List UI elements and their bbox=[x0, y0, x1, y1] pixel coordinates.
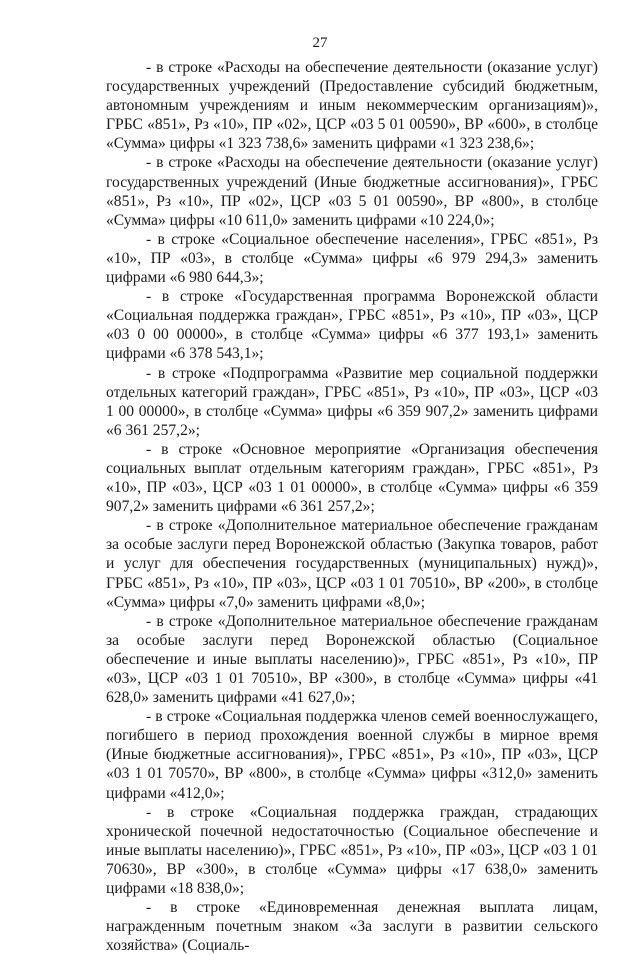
paragraph-additional-support-social: - в строке «Дополнительное материальное обеспечение гражданам за особые заслуги перед Воронежской областью (Социальное обеспечение и иные выплаты населению)», ГРБС «851», Рз «10», ПР «03», ЦСР «03 1 01 70510», ВР «300», в столбце «Сумма» цифры «41 628,0» заменить цифрами «41 627,0»; bbox=[106, 612, 598, 707]
paragraph-state-program: - в строке «Государственная программа Воронежской области «Социальная поддержка граждан», ГРБС «851», Рз «10», ПР «03», ЦСР «03 0 00 00000», в столбце «Сумма» цифры «6 377 193,1» заменить цифрами «6 378 543,1»; bbox=[106, 288, 598, 363]
paragraph-expenses-other-allocations: - в строке «Расходы на обеспечение деятельности (оказание услуг) государственных учреждений (Иные бюджетные ассигнования)», ГРБС «851», Рз «10», ПР «02», ЦСР «03 5 01 00590», ВР «800», в столбце «Сумма» цифры «10 611,0» заменить цифрами «10 224,0»; bbox=[106, 154, 598, 229]
paragraph-subprogram: - в строке «Подпрограмма «Развитие мер социальной поддержки отдельных категорий граждан», ГРБС «851», Рз «10», ПР «03», ЦСР «03 1 00 00000», в столбце «Сумма» цифры «6 359 907,2» заменить цифрами «6 361 257,2»; bbox=[106, 364, 598, 439]
paragraph-additional-support-procurement: - в строке «Дополнительное материальное обеспечение гражданам за особые заслуги перед Воронежской областью (Закупка товаров, работ и услуг для обеспечения государственных (муниципальных) нужд)», ГРБС «851», Рз «10», ПР «03», ЦСР «03 1 01 70510», ВР «200», в столбце «Сумма» цифры «7,0» заменить цифрами «8,0»; bbox=[106, 517, 598, 611]
paragraph-one-time-payment: - в строке «Единовременная денежная выплата лицам, награжденным почетным знаком «За заслуги в развитии сельского хозяйства» (Социаль- bbox=[106, 899, 598, 955]
paragraph-main-activity: - в строке «Основное мероприятие «Организация обеспечения социальных выплат отдельным категориям граждан», ГРБС «851», Рз «10», ПР «03», ЦСР «03 1 01 00000», в столбце «Сумма» цифры «6 359 907,2» заменить цифрами «6 361 257,2»; bbox=[106, 440, 598, 516]
paragraph-military-families: - в строке «Социальная поддержка членов семей военнослужащего, погибшего в период прохождения военной службы в мирное время (Иные бюджетные ассигнования)», ГРБС «851», Рз «10», ПР «03», ЦСР «03 1 01 70570», ВР «800», в столбце «Сумма» цифры «312,0» заменить цифрами «412,0»; bbox=[106, 708, 598, 802]
page-number: 27 bbox=[312, 35, 328, 51]
paragraph-social-security: - в строке «Социальное обеспечение населения», ГРБС «851», Рз «10», ПР «03», в столбце «Сумма» цифры «6 979 294,3» заменить цифрами «6 980 644,3»; bbox=[106, 230, 598, 287]
paragraph-renal-insufficiency: - в строке «Социальная поддержка граждан, страдающих хронической почечной недостаточностью (Социальное обеспечение и иные выплаты населению)», ГРБС «851», Рз «10», ПР «03», ЦСР «03 1 01 70630», ВР «300», в столбце «Сумма» цифры «17 638,0» заменить цифрами «18 838,0»; bbox=[106, 803, 598, 898]
document-body bbox=[106, 58, 598, 955]
paragraph-expenses-subsidies: - в строке «Расходы на обеспечение деятельности (оказание услуг) государственных учреждений (Предоставление субсидий бюджетным, автономным учреждениям и иным некоммерческим организациям)», ГРБС «851», Рз «10», ПР «02», ЦСР «03 5 01 00590», ВР «600», в столбце «Сумма» цифры «1 323 738,6» заменить цифрами «1 323 238,6»; bbox=[106, 59, 598, 153]
